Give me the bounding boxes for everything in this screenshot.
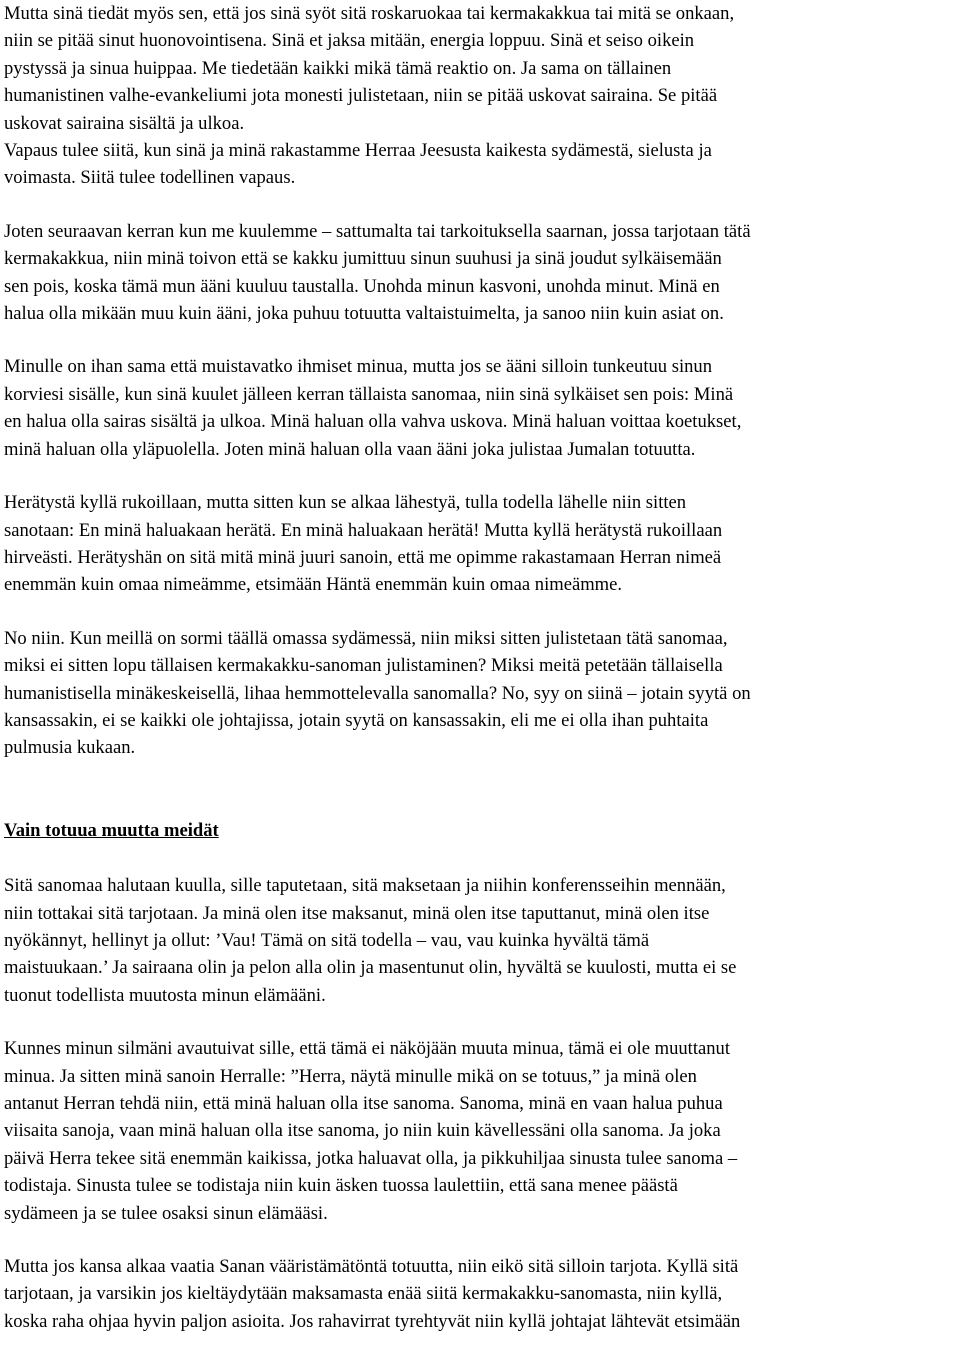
document-page — [4, 0, 956, 1361]
text-line: niin se pitää sinut huonovointisena. Sinä et jaksa mitään, energia loppuu. Sinä et seiso oikein — [4, 30, 695, 52]
text-line: Mutta sinä tiedät myös sen, että jos sinä syöt sitä roskaruokaa tai kermakakkua tai mitä se onkaan, — [4, 3, 735, 24]
text-line: tuonut todellista muutosta minun elämääni. — [4, 984, 326, 1006]
text-line: No niin. Kun meillä on sormi täällä omassa sydämessä, niin miksi sitten julistetaan tätä sanomaa, — [4, 627, 728, 649]
paragraph — [4, 872, 956, 1009]
text-line: kansassakin, ei se kaikki ole johtajissa, jotain syytä on kansassakin, eli me ei olla ihan puhtaita — [4, 709, 709, 731]
text-line: Sitä sanomaa halutaan kuulla, sille taputetaan, sitä maksetaan ja niihin konferensseihin mennään, — [4, 875, 726, 897]
section-heading: Vain totuua muutta meidät — [4, 819, 219, 841]
text-line: humanistinen valhe-evankeliumi jota monesti julistetaan, niin se pitää uskovat sairaina. Se pitää — [4, 85, 718, 107]
text-line: humanistisella minäkeskeisellä, lihaa hemmottelevalla sanomalla? No, syy on siinä – jotain syytä on — [4, 682, 751, 704]
text-line: sanotaan: En minä haluakaan herätä. En minä haluakaan herätä! Mutta kyllä herätystä rukoillaan — [4, 519, 723, 541]
text-line: pulmusia kukaan. — [4, 737, 136, 759]
text-line: enemmän kuin omaa nimeämme, etsimään Häntä enemmän kuin omaa nimeämme. — [4, 574, 623, 596]
text-line: miksi ei sitten lopu tällaisen kermakakku-sanoman julistaminen? Miksi meitä petetään tällaisella — [4, 655, 723, 677]
text-line: sydämeen ja se tulee osaksi sinun elämääsi. — [4, 1202, 328, 1224]
text-line: Vapaus tulee siitä, kun sinä ja minä rakastamme Herraa Jeesusta kaikesta sydämestä, sielusta ja — [4, 140, 712, 162]
paragraph — [4, 218, 956, 328]
paragraph — [4, 625, 956, 762]
text-line: hirveästi. Herätyshän on sitä mitä minä juuri sanoin, että me opimme rakastamaan Herran nimeä — [4, 546, 722, 568]
text-line: todistaja. Sinusta tulee se todistaja niin kuin äsken tuossa laulettiin, että sana menee päästä — [4, 1175, 678, 1197]
text-line: korviesi sisälle, kun sinä kuulet jälleen kerran tällaista sanomaa, niin sinä sylkäiset sen pois: Minä — [4, 383, 734, 405]
text-line: Kunnes minun silmäni avautuivat sille, että tämä ei näköjään muuta minua, tämä ei ole muuttanut — [4, 1038, 731, 1060]
text-line: Minulle on ihan sama että muistavatko ihmiset minua, mutta jos se ääni silloin tunkeutuu sinun — [4, 356, 713, 378]
paragraph — [4, 1035, 956, 1227]
text-line: päivä Herra tekee sitä enemmän kaikissa, jotka haluavat olla, ja pikkuhiljaa sinusta tulee sanoma – — [4, 1147, 738, 1169]
text-line: antanut Herran tehdä niin, että minä haluan olla itse sanoma. Sanoma, minä en vaan halua puhua — [4, 1093, 723, 1114]
paragraph — [4, 353, 956, 463]
text-line: Herätystä kyllä rukoillaan, mutta sitten kun se alkaa lähestyä, tulla todella lähelle niin sitten — [4, 492, 687, 514]
text-line: minua. Ja sitten minä sanoin Herralle: ”Herra, näytä minulle mikä on se totuus,” ja minä olen — [4, 1065, 697, 1087]
text-line: uskovat sairaina sisältä ja ulkoa. — [4, 112, 245, 134]
text-line: Mutta jos kansa alkaa vaatia Sanan vääristämätöntä totuutta, niin eikö sitä silloin tarjota. Kyllä sitä — [4, 1256, 739, 1278]
text-line: kermakakkua, niin minä toivon että se kakku jumittuu sinun suuhusi ja sinä joudut sylkäisemään — [4, 248, 722, 270]
text-line: sen pois, koska tämä mun ääni kuuluu taustalla. Unohda minun kasvoni, unohda minut. Minä en — [4, 275, 720, 297]
text-line: maistuukaan.’ Ja sairaana olin ja pelon alla olin ja masentunut olin, hyvältä se kuulosti, mutta ei se — [4, 957, 737, 979]
paragraph — [4, 489, 956, 599]
text-line: koska raha ohjaa hyvin paljon asioita. Jos rahavirrat tyrehtyvät niin kyllä johtajat lähtevät etsimään — [4, 1310, 741, 1332]
paragraph — [4, 0, 956, 192]
text-line: pystyssä ja sinua huippaa. Me tiedetään kaikki mikä tämä reaktio on. Ja sama on tällainen — [4, 57, 672, 79]
text-line: tarjotaan, ja varsikin jos kieltäydytään maksamasta enää siitä kermakakku-sanomasta, niin kyllä, — [4, 1283, 723, 1305]
text-line: en halua olla sairas sisältä ja ulkoa. Minä haluan olla vahva uskova. Minä haluan voittaa koetukset, — [4, 411, 742, 433]
text-line: niin tottakai sitä tarjotaan. Ja minä olen itse maksanut, minä olen itse taputtanut, minä olen itse — [4, 902, 710, 924]
text-line: halua olla mikään muu kuin ääni, joka puhuu totuutta valtaistuimelta, ja sanoo niin kuin asiat on. — [4, 303, 724, 325]
text-line: Joten seuraavan kerran kun me kuulemme – sattumalta tai tarkoituksella saarnan, jossa tarjotaan tätä — [4, 220, 751, 242]
text-line: voimasta. Siitä tulee todellinen vapaus. — [4, 167, 296, 189]
text-line: nyökännyt, hellinyt ja ollut: ’Vau! Tämä on sitä todella – vau, vau kuinka hyvältä tämä — [4, 929, 650, 951]
paragraph — [4, 1253, 956, 1335]
text-line: minä haluan olla yläpuolella. Joten minä haluan olla vaan ääni joka julistaa Jumalan totuutta. — [4, 438, 696, 460]
text-line: viisaita sanoja, vaan minä haluan olla itse sanoma, jo niin kuin kävellessäni olla sanoma. Ja joka — [4, 1120, 721, 1142]
